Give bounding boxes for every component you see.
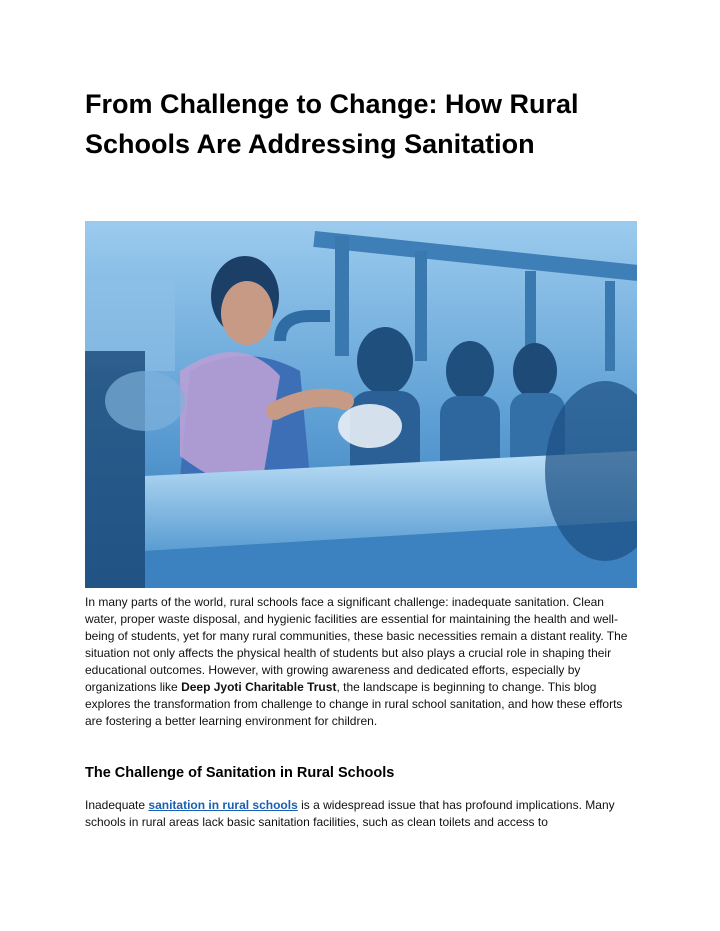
sanitation-link[interactable]: sanitation in rural schools bbox=[148, 798, 298, 812]
hero-image bbox=[85, 221, 637, 588]
article-title: From Challenge to Change: How Rural Schools Are Addressing Sanitation bbox=[85, 89, 579, 159]
intro-paragraph bbox=[85, 594, 637, 730]
handwashing-illustration bbox=[85, 221, 637, 588]
intro-text-continued: , the landscape is beginning to change. This blog explores the transformation from challenge to change in rural school sanitation, and how these efforts are fostering a better learning environment for children. bbox=[85, 680, 623, 728]
section-text-continued: is a widespread issue that has profound implications. Many schools in rural areas lack basic sanitation facilities, such as clean toilets and access to bbox=[85, 798, 615, 829]
organization-name: Deep Jyoti Charitable Trust bbox=[181, 680, 337, 694]
intro-text: In many parts of the world, rural schools face a significant challenge: inadequate sanitation. Clean water, proper waste disposal, and hygienic facilities are essential for maintaining the health and well-being of students, yet for many rural communities, these basic necessities remain a distant reality. The situation not only affects the physical health of students but also plays a crucial role in shaping their educational outcomes. However, with growing awareness and dedicated efforts, especially by organizations like bbox=[85, 595, 628, 694]
section-paragraph bbox=[85, 797, 637, 831]
section-heading: The Challenge of Sanitation in Rural Schools bbox=[85, 765, 395, 781]
section-text: Inadequate bbox=[85, 798, 149, 812]
